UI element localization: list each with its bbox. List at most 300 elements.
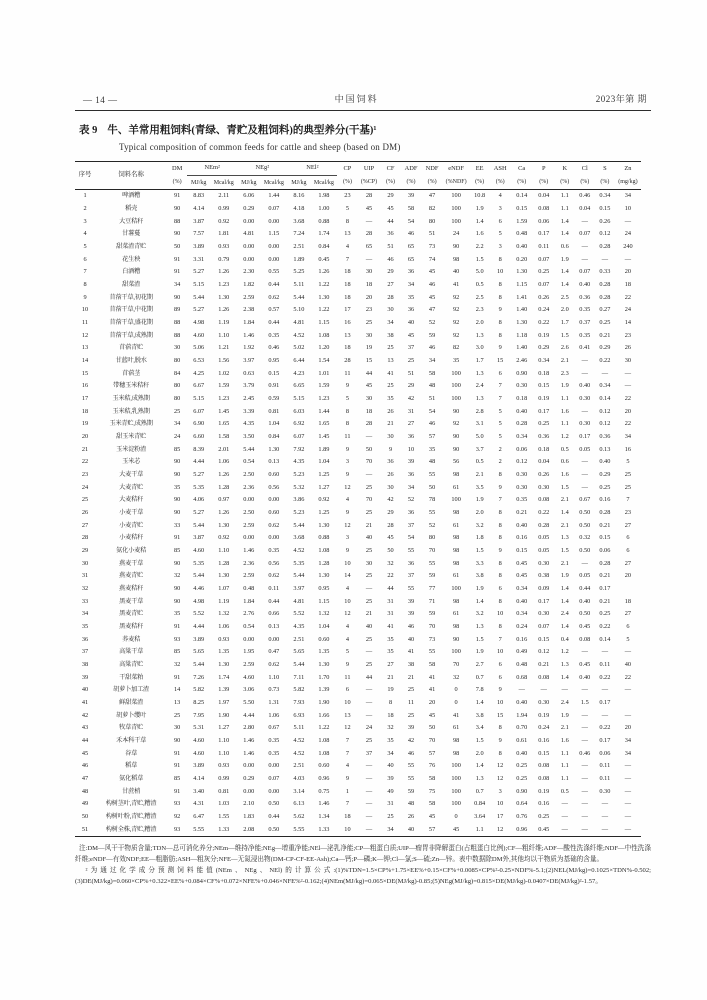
table-cell: 41	[428, 686, 436, 694]
feed-name: 氨化稻草	[119, 775, 144, 783]
table-cell: 1.26	[218, 268, 230, 276]
table-cell: 5.44	[293, 293, 305, 301]
table-cell: 1.06	[218, 623, 230, 631]
table-cell: 34	[428, 356, 436, 364]
table-cell: 1.28	[318, 559, 330, 567]
table-cell: 1.06	[268, 711, 280, 719]
table-cell: 0.30	[538, 559, 550, 567]
table-cell: 1.74	[318, 230, 330, 238]
table-cell: 2.0	[475, 508, 484, 516]
table-cell: 0.61	[516, 737, 528, 745]
table-cell: 34	[624, 749, 632, 757]
table-cell: 37	[407, 521, 415, 529]
table-cell: 1.2	[560, 648, 569, 656]
table-row	[75, 722, 641, 735]
table-cell: 0.22	[599, 623, 611, 631]
table-cell: 5.23	[293, 508, 305, 516]
table-cell: 0.28	[599, 280, 611, 288]
table-cell: 15	[497, 356, 504, 364]
table-cell: 90	[452, 242, 460, 250]
table-cell: 50	[365, 445, 373, 453]
table-cell: 1.1	[560, 420, 569, 428]
table-cell: 32	[174, 572, 181, 580]
table-cell: 0.07	[538, 623, 550, 631]
table-cell: 0.14	[516, 192, 528, 200]
table-cell: 4.31	[193, 800, 205, 808]
table-cell: 0.08	[538, 496, 550, 504]
table-cell: 2.36	[243, 559, 255, 567]
table-cell: 1.10	[218, 737, 230, 745]
table-cell: 7	[626, 496, 630, 504]
table-cell: 24	[452, 230, 460, 238]
table-cell: 0.45	[579, 661, 591, 669]
table-cell: 5.44	[193, 572, 205, 580]
table-cell: 39	[387, 775, 394, 783]
table-cell: 1.70	[318, 673, 330, 681]
table-cell: 3.8	[475, 572, 484, 580]
table-cell: 0.25	[599, 610, 611, 618]
table-cell: 9	[388, 445, 393, 453]
table-cell: 1.30	[318, 293, 330, 301]
table-cell: 0.29	[243, 204, 255, 212]
column-header: K	[562, 164, 568, 172]
table-cell: 40	[365, 623, 373, 631]
table-cell: 36	[387, 458, 394, 466]
table-cell: 6.44	[293, 356, 305, 364]
table-cell: 6.90	[193, 420, 205, 428]
table-cell: 1.9	[560, 255, 569, 263]
table-cell: 44	[387, 585, 394, 593]
table-cell: 9	[498, 547, 502, 554]
table-cell: 1.41	[516, 293, 528, 301]
feed-name: 燕麦青贮	[119, 572, 144, 580]
table-cell: 0.29	[599, 344, 611, 352]
table-cell: 1.23	[218, 280, 230, 288]
table-cell: 0.41	[579, 344, 591, 352]
table-cell: 7.93	[293, 699, 305, 707]
table-cell: 30	[387, 306, 394, 314]
table-cell: 1.66	[318, 711, 330, 719]
table-cell: 54	[428, 407, 436, 415]
table-cell: —	[581, 356, 588, 364]
table-cell: 45	[428, 711, 436, 719]
table-cell: 61	[452, 610, 460, 618]
table-cell: 0.40	[579, 597, 591, 605]
table-cell: 9	[345, 382, 350, 390]
table-cell: 0.00	[268, 635, 280, 643]
table-cell: —	[365, 775, 373, 783]
table-cell: 18	[365, 407, 373, 415]
table-cell: 41	[387, 369, 394, 377]
table-cell: 55	[428, 508, 436, 516]
table-cell: 0.35	[268, 547, 280, 554]
table-cell: 2.51	[293, 762, 305, 770]
table-cell: 3	[345, 534, 350, 542]
table-cell: 0.84	[318, 242, 330, 250]
row-number: 47	[81, 775, 89, 783]
column-header: ADF	[404, 164, 418, 172]
table-cell: 1.3	[475, 775, 484, 783]
column-header: NEm²	[187, 162, 237, 176]
table-row	[75, 811, 641, 824]
table-cell: 0.19	[538, 331, 550, 339]
table-cell: 0.44	[268, 597, 280, 605]
table-cell: 0.17	[538, 230, 550, 238]
table-cell: 1.15	[318, 597, 330, 605]
table-cell: 0.26	[538, 470, 550, 478]
table-cell: 1.4	[475, 699, 484, 707]
table-cell: 6.13	[293, 800, 305, 808]
table-cell: 30	[387, 432, 394, 440]
table-cell: 2.3	[475, 306, 484, 314]
table-cell: 29	[387, 268, 394, 276]
table-cell: 27	[624, 610, 632, 618]
row-number: 8	[83, 280, 87, 288]
table-cell: 0.40	[516, 407, 528, 415]
table-cell: 4	[345, 242, 350, 250]
table-cell: 31	[387, 800, 394, 808]
table-cell: 0.15	[599, 534, 611, 542]
table-cell: 5.32	[293, 483, 305, 491]
table-cell: 0.60	[268, 470, 280, 478]
table-cell: 27	[624, 521, 632, 529]
table-cell: 6.60	[193, 432, 205, 440]
table-cell: 0.25	[516, 762, 528, 770]
table-cell: 6	[498, 217, 502, 225]
column-header: Zn	[624, 164, 632, 172]
table-cell: 0.00	[243, 242, 255, 250]
table-cell: 1.06	[218, 458, 230, 466]
table-cell: 28	[365, 192, 373, 200]
table-row	[75, 456, 641, 469]
table-cell: 6.67	[193, 382, 205, 390]
table-cell: 0.81	[218, 787, 230, 795]
table-cell: 0.12	[538, 648, 550, 656]
table-cell: 2.0	[475, 749, 484, 757]
table-cell: —	[365, 648, 373, 656]
table-cell: 58	[428, 369, 436, 377]
table-cell: 1.56	[218, 356, 230, 364]
table-cell: 41	[407, 648, 415, 656]
table-cell: 18	[344, 813, 351, 821]
table-cell: 36	[407, 508, 415, 516]
table-cell: 38	[387, 331, 394, 339]
table-cell: 0.09	[538, 585, 550, 593]
table-cell: 1.46	[243, 331, 255, 339]
table-cell: 29	[387, 192, 394, 200]
table-cell: 1.39	[218, 686, 230, 694]
table-cell: 3.06	[243, 686, 255, 694]
table-cell: 5.15	[193, 280, 205, 288]
table-cell: 45	[365, 204, 373, 212]
table-cell: 0.17	[599, 699, 611, 707]
table-cell: —	[365, 787, 373, 795]
feed-name: 玉米青贮,成熟期	[109, 420, 153, 428]
table-cell: 5.44	[193, 521, 205, 529]
table-cell: 7.57	[193, 230, 205, 238]
row-number: 49	[81, 800, 89, 808]
table-cell: 1.5	[580, 699, 589, 707]
table-row	[75, 824, 641, 837]
table-cell: 1.27	[318, 483, 330, 491]
table-cell: 0.04	[538, 192, 550, 200]
feed-name: 苜蓿青贮	[119, 344, 144, 352]
column-unit: (%)	[575, 176, 595, 190]
table-cell: 12	[344, 483, 351, 491]
column-header: CF	[386, 164, 395, 172]
table-cell: 0.17	[599, 585, 611, 593]
table-cell: 5	[498, 432, 502, 440]
table-cell: 0.34	[516, 585, 528, 593]
table-cell: 0.5	[560, 445, 569, 453]
table-cell: 18	[344, 280, 351, 288]
table-cell: 5.06	[193, 344, 205, 352]
table-row	[75, 646, 641, 659]
table-cell: 3.50	[243, 432, 255, 440]
table-cell: 5.44	[243, 445, 255, 453]
table-cell: 10	[344, 825, 351, 833]
feed-name: 苜蓿干草,中花期	[109, 306, 153, 314]
table-cell: 2.01	[218, 445, 230, 453]
row-number: 32	[81, 585, 89, 593]
table-cell: 46	[387, 255, 394, 263]
table-cell: 7	[498, 635, 502, 643]
table-cell: 1.83	[243, 813, 255, 821]
table-cell: —	[624, 382, 632, 390]
table-cell: 2.5	[475, 293, 484, 301]
table-cell: 0.96	[516, 825, 528, 833]
table-cell: 100	[451, 394, 461, 402]
table-cell: 1.23	[218, 394, 230, 402]
table-cell: 36	[407, 470, 415, 478]
table-row	[75, 786, 641, 799]
table-cell: 4.81	[293, 318, 305, 326]
table-cell: 91	[174, 268, 181, 276]
table-cell: —	[365, 255, 373, 263]
table-cell: 23	[624, 331, 632, 339]
table-cell: 0.00	[243, 534, 255, 542]
feed-name: 禾本科干草	[116, 737, 147, 745]
feed-name: 燕麦秸秆	[119, 585, 144, 593]
feed-name: 玉米秸,乳熟期	[112, 407, 150, 415]
column-header: NDF	[425, 164, 439, 172]
table-cell: 45	[407, 331, 415, 339]
table-cell: 0.73	[268, 686, 280, 694]
table-cell: 65	[365, 242, 373, 250]
table-cell: 0.45	[516, 559, 528, 567]
table-cell: 25	[365, 572, 373, 580]
table-cell: 3.1	[475, 420, 484, 428]
table-cell: 31	[387, 597, 394, 605]
feed-name: 干甜菜粕	[119, 673, 144, 681]
table-cell: 90	[452, 445, 460, 453]
table-cell: 88	[174, 331, 181, 339]
row-number: 41	[81, 699, 89, 707]
table-cell: 1.46	[243, 547, 255, 554]
table-cell: —	[561, 813, 568, 821]
table-cell: 8	[498, 559, 502, 567]
table-cell: 47	[428, 192, 436, 200]
table-cell: 0.68	[516, 673, 528, 681]
table-cell: 88	[174, 318, 181, 326]
table-cell: 0.67	[579, 496, 591, 504]
table-row	[75, 380, 641, 393]
table-cell: 5.15	[293, 394, 305, 402]
table-cell: 0.44	[579, 585, 591, 593]
table-cell: 0.04	[538, 458, 550, 466]
table-row	[75, 570, 641, 583]
column-header: 序号	[75, 162, 95, 190]
table-cell: 100	[451, 192, 461, 200]
table-cell: 8	[498, 623, 502, 631]
table-cell: 55	[428, 559, 436, 567]
table-cell: 91	[174, 623, 181, 631]
table-cell: —	[601, 686, 608, 694]
table-cell: 45	[452, 825, 460, 833]
table-cell: 0.21	[599, 521, 611, 529]
table-cell: —	[624, 217, 632, 225]
table-title-text: 牛、羊常用粗饲料(青绿、青贮及粗饲料)的典型养分(干基)¹	[107, 125, 377, 136]
table-cell: 1.35	[318, 648, 330, 656]
table-cell: 0.28	[538, 521, 550, 529]
table-cell: 0.48	[243, 585, 255, 593]
table-cell: 1.39	[318, 686, 330, 694]
feed-name: 稻壳	[125, 204, 138, 212]
table-row	[75, 634, 641, 647]
table-cell: 48	[428, 458, 436, 466]
table-cell: 0.93	[218, 635, 230, 643]
table-cell: 0.49	[516, 648, 528, 656]
table-cell: 55	[407, 762, 415, 770]
table-cell: 3.5	[475, 483, 484, 491]
table-cell: 1.10	[218, 331, 230, 339]
table-cell: 98	[452, 547, 460, 554]
table-cell: —	[624, 686, 632, 694]
table-cell: 0.22	[538, 318, 550, 326]
table-cell: 0.25	[538, 268, 550, 276]
table-cell: 0.40	[516, 242, 528, 250]
table-cell: 0.14	[599, 635, 611, 643]
table-cell: 4.52	[293, 737, 305, 745]
table-cell: 0.30	[516, 382, 528, 390]
table-cell: 18	[624, 280, 632, 288]
table-cell: 44	[387, 217, 394, 225]
table-cell: 42	[387, 496, 394, 504]
table-cell: 24	[365, 724, 373, 732]
table-cell: 0.07	[268, 775, 280, 783]
table-cell: 100	[451, 787, 461, 795]
table-cell: 24	[174, 432, 181, 440]
table-cell: —	[624, 813, 632, 821]
column-header: DM	[172, 164, 183, 172]
row-number: 36	[81, 635, 89, 643]
table-cell: 0.20	[516, 255, 528, 263]
table-cell: 100	[451, 585, 461, 593]
table-cell: 35	[387, 648, 394, 656]
table-cell: 36	[407, 268, 415, 276]
table-cell: 2.08	[243, 825, 255, 833]
table-row	[75, 443, 641, 456]
table-cell: 2.1	[475, 470, 484, 478]
table-cell: 0.62	[268, 521, 280, 529]
table-cell: 7.11	[293, 673, 305, 681]
table-cell: 6	[345, 686, 350, 694]
table-cell: 0.34	[516, 610, 528, 618]
table-cell: 0.88	[318, 534, 330, 542]
table-cell: 30	[174, 724, 181, 732]
table-cell: 0.21	[538, 661, 550, 669]
table-cell: 0.28	[599, 293, 611, 301]
table-cell: 91	[174, 787, 181, 795]
column-unit: (%NDF)	[443, 176, 470, 190]
table-cell: 0.4	[560, 635, 569, 643]
table-cell: 1.98	[318, 192, 330, 200]
table-cell: 5	[498, 230, 502, 238]
table-number: 表 9	[79, 125, 98, 136]
table-cell: 11	[344, 369, 351, 377]
column-unit: (%)	[555, 176, 575, 190]
table-cell: 0.30	[538, 610, 550, 618]
table-cell: 5.44	[293, 661, 305, 669]
table-cell: 0.35	[268, 331, 280, 339]
table-cell: 100	[451, 217, 461, 225]
table-cell: 24	[624, 306, 632, 314]
table-cell: 2.30	[243, 268, 255, 276]
feed-name: 苜蓿干草,成熟期	[109, 331, 153, 339]
table-cell: 91	[174, 673, 181, 681]
table-cell: 98	[452, 749, 460, 757]
table-cell: 1	[345, 787, 350, 795]
table-cell: 92	[452, 293, 460, 301]
table-cell: 39	[407, 610, 415, 618]
table-cell: 5.35	[293, 559, 305, 567]
table-cell: 25	[387, 813, 394, 821]
table-cell: 34	[624, 192, 632, 200]
table-cell: 3.97	[293, 585, 305, 593]
table-cell: 0.64	[516, 800, 528, 808]
table-cell: 6.92	[293, 420, 305, 428]
table-cell: 8	[345, 217, 350, 225]
table-cell: 39	[407, 192, 415, 200]
table-cell: —	[365, 432, 373, 440]
table-cell: 0.35	[268, 749, 280, 757]
table-cell: 39	[407, 724, 415, 732]
table-cell: 5.52	[193, 610, 205, 618]
table-cell: —	[581, 458, 588, 466]
row-number: 3	[83, 217, 87, 225]
table-cell: 1.6	[475, 230, 484, 238]
table-cell: 5.23	[293, 470, 305, 478]
table-cell: 0.45	[516, 572, 528, 580]
table-cell: —	[624, 762, 632, 770]
table-cell: 10	[497, 610, 504, 618]
table-cell: 8.16	[293, 192, 305, 200]
note-abbreviations: 注:DM—风干干物质含量;TDN—总可消化养分;NEm—维持净能;NEg—增重净能;NEl—泌乳净能;CP—粗蛋白质;UIP—瘤胃非降解蛋白(占粗蛋白比例);CF—粗纤维;ADF—酸性洗涤纤维;NDF—中性洗涤纤维;eNDF—有效NDF;EE—粗脂肪;ASH—粗灰分;NFE—无氮浸出物(DM-CP-CF-EE-Ash);Ca—钙;P—磷;K—钾;Cl—氯;S—硫;Zn—锌。表中数据除DM外,其他均以干物质为基础的含量。	[75, 845, 651, 864]
column-header: NEg²	[237, 162, 287, 176]
table-cell: 2.50	[243, 470, 255, 478]
feed-name: 高粱干草	[119, 648, 144, 656]
table-cell: 0.21	[516, 508, 528, 516]
table-cell: 0.32	[579, 534, 591, 542]
table-cell: 21	[365, 521, 373, 529]
table-cell: 5.27	[193, 508, 205, 516]
column-header: ASH	[493, 164, 507, 172]
table-cell: 8	[498, 508, 502, 516]
table-cell: 0.12	[516, 458, 528, 466]
table-cell: 30	[365, 331, 373, 339]
table-cell: 1.4	[475, 597, 484, 605]
table-cell: 70	[365, 458, 373, 466]
